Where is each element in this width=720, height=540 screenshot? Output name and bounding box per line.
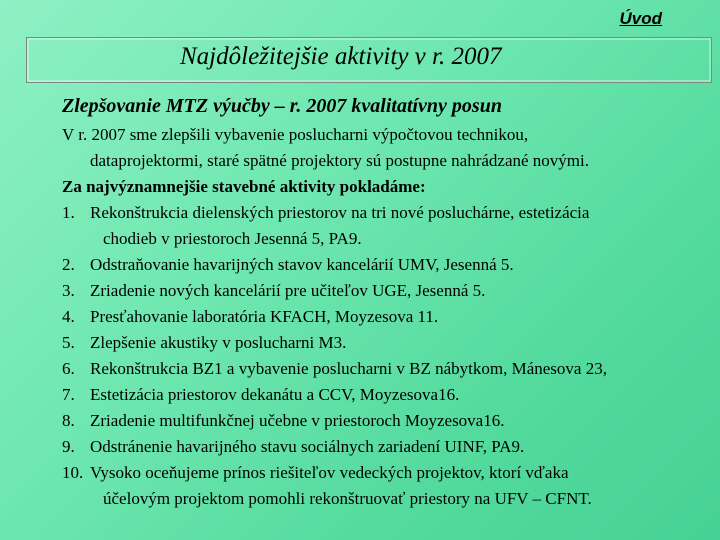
list-item [62, 203, 589, 223]
page-title: Najdôležitejšie aktivity v r. 2007 [180, 43, 502, 70]
list-item-text: Zriadenie nových kancelárií pre učiteľov UGE, Jesenná 5. [90, 281, 486, 300]
list-heading: Za najvýznamnejšie stavebné aktivity pokladáme: [62, 177, 426, 196]
list-item-continuation: účelovým projektom pomohli rekonštruovať priestory na UFV – CFNT. [103, 489, 592, 508]
slide-label: Úvod [619, 9, 662, 28]
intro-line-1: V r. 2007 sme zlepšili vybavenie poslucharni výpočtovou technikou, [62, 125, 529, 144]
list-item-number: 10. [62, 463, 84, 482]
list-item-number: 5. [62, 333, 75, 352]
list-item-number: 3. [62, 281, 75, 300]
list-item [62, 463, 569, 483]
list-item-continuation: chodieb v priestoroch Jesenná 5, PA9. [103, 229, 362, 248]
list-item-number: 1. [62, 203, 75, 222]
list-item [62, 385, 459, 405]
list-item-text: Odstránenie havarijného stavu sociálnych zariadení UINF, PA9. [90, 437, 525, 456]
list-item-number: 7. [62, 385, 75, 404]
list-item-number: 2. [62, 255, 75, 274]
list-item-text: Odstraňovanie havarijných stavov kancelárií UMV, Jesenná 5. [90, 255, 514, 274]
list-item-number: 9. [62, 437, 75, 456]
list-item [62, 411, 504, 431]
list-item [62, 333, 346, 353]
section-subtitle: Zlepšovanie MTZ výučby – r. 2007 kvalitatívny posun [62, 95, 502, 117]
list-item [62, 359, 607, 379]
intro-line-2: dataprojektormi, staré spätné projektory sú postupne nahrádzané novými. [90, 151, 589, 170]
list-item [62, 437, 524, 457]
list-item-number: 8. [62, 411, 75, 430]
list-item-number: 4. [62, 307, 75, 326]
list-item-text: Rekonštrukcia dielenských priestorov na tri nové posluchárne, estetizácia [90, 203, 590, 222]
list-item-text: Rekonštrukcia BZ1 a vybavenie poslucharni v BZ nábytkom, Mánesova 23, [90, 359, 607, 378]
list-item-number: 6. [62, 359, 75, 378]
list-item [62, 255, 514, 275]
list-item-text: Zriadenie multifunkčnej učebne v priestoroch Moyzesova16. [90, 411, 505, 430]
list-item-text: Vysoko oceňujeme prínos riešiteľov vedeckých projektov, ktorí vďaka [90, 463, 569, 482]
list-item [62, 281, 485, 301]
list-item-text: Presťahovanie laboratória KFACH, Moyzesova 11. [90, 307, 439, 326]
list-item-text: Zlepšenie akustiky v poslucharni M3. [90, 333, 347, 352]
list-item-text: Estetizácia priestorov dekanátu a CCV, Moyzesova16. [90, 385, 460, 404]
list-item [62, 307, 438, 327]
